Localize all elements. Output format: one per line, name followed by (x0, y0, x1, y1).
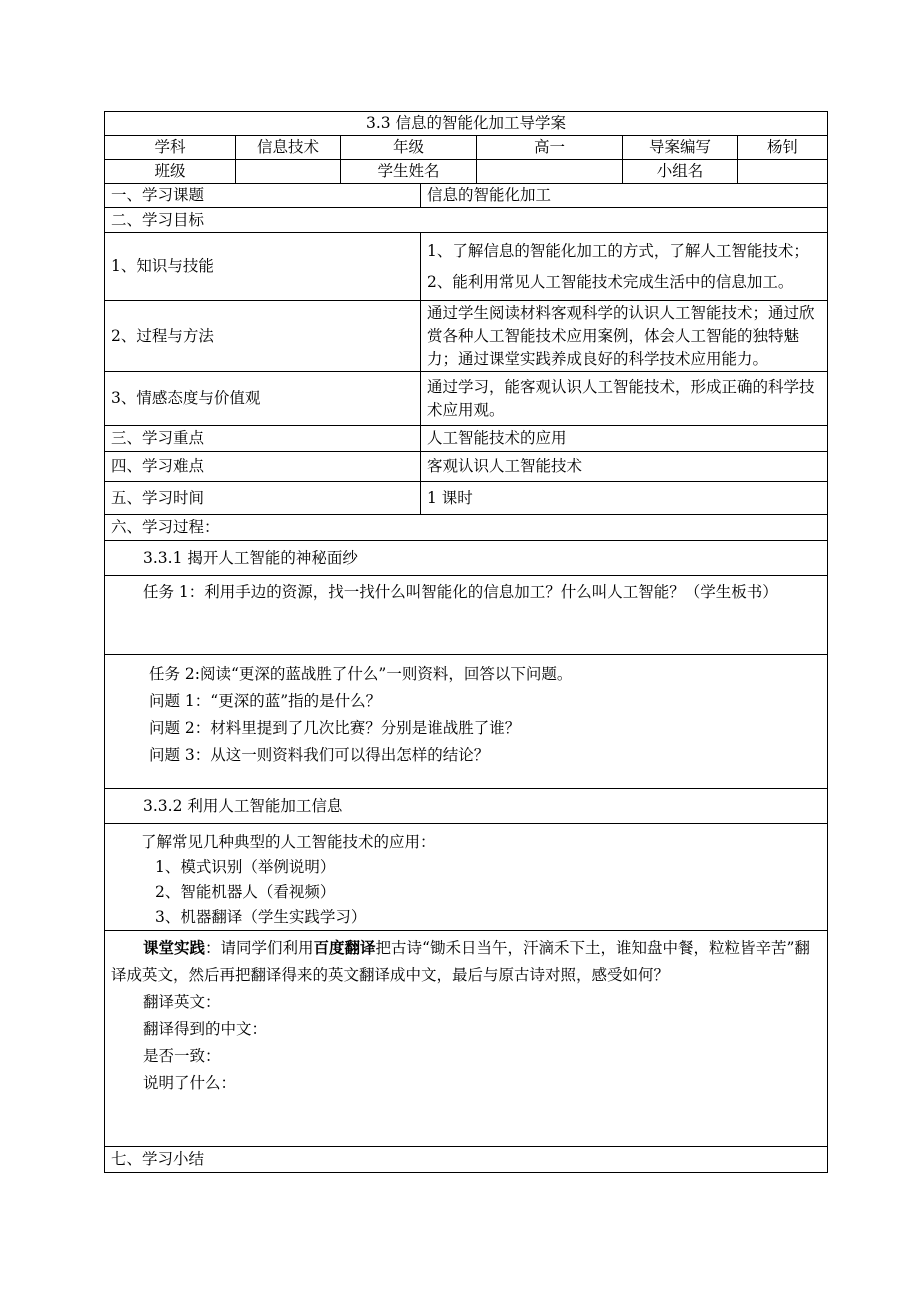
section-2-title: 3.3.2 利用人工智能加工信息 (105, 789, 828, 824)
process-method-value: 通过学生阅读材料客观科学的认识人工智能技术；通过欣赏各种人工智能技术应用案例，体会人工智能的独特魅力；通过课堂实践养成良好的科学技术应用能力。 (421, 301, 828, 372)
question-1: 问题 1：“更深的蓝”指的是什么？ (149, 692, 382, 710)
process-method-label: 2、过程与方法 (105, 301, 421, 372)
time-label: 五、学习时间 (105, 482, 421, 515)
key-point-label: 三、学习重点 (105, 426, 421, 452)
application-1: 1、模式识别（举例说明） (155, 858, 336, 876)
practice-tool: 百度翻译 (313, 938, 376, 957)
practice-label: 课堂实践 (143, 938, 206, 957)
knowledge-label: 1、知识与技能 (105, 233, 421, 301)
guide-document (104, 111, 827, 1173)
difficulty-label: 四、学习难点 (105, 452, 421, 482)
group-name-label: 小组名 (623, 160, 738, 184)
attitude-value: 通过学习，能客观认识人工智能技术，形成正确的科学技术应用观。 (421, 372, 828, 426)
fill-explain: 说明了什么： (143, 1074, 237, 1092)
topic-label: 一、学习课题 (105, 184, 421, 208)
author-label: 导案编写 (623, 136, 738, 160)
application-2: 2、智能机器人（看视频） (155, 883, 336, 901)
document-title: 3.3 信息的智能化加工导学案 (105, 112, 828, 136)
application-3: 3、机器翻译（学生实践学习） (155, 908, 367, 926)
practice-text-1: ：请同学们利用 (205, 939, 314, 957)
guide-table (104, 111, 828, 1173)
author-value: 杨钊 (738, 136, 828, 160)
knowledge-value (421, 233, 828, 301)
classroom-practice (105, 931, 828, 1147)
attitude-label: 3、情感态度与价值观 (105, 372, 421, 426)
student-name-value[interactable] (477, 160, 623, 184)
class-label: 班级 (105, 160, 236, 184)
question-3: 问题 3：从这一则资料我们可以得出怎样的结论？ (149, 746, 490, 764)
subject-label: 学科 (105, 136, 236, 160)
topic-value: 信息的智能化加工 (421, 184, 828, 208)
task-2 (105, 655, 828, 789)
process-label: 六、学习过程： (105, 515, 828, 541)
grade-label: 年级 (341, 136, 477, 160)
practice-text-2: 把古诗“锄禾日当午，汗滴禾下土，谁知盘中餐，粒粒皆辛苦”翻译成英文，然后再把翻译得来的英文翻译成中文，最后与原古诗对照，感受如何？ (111, 939, 810, 984)
section-1-title: 3.3.1 揭开人工智能的神秘面纱 (105, 541, 828, 576)
time-value: 1 课时 (421, 482, 828, 515)
student-name-label: 学生姓名 (341, 160, 477, 184)
class-value[interactable] (236, 160, 341, 184)
task-1-text: 任务 1：利用手边的资源，找一找什么叫智能化的信息加工？什么叫人工智能？（学生板书） (143, 583, 778, 601)
fill-english: 翻译英文： (143, 993, 221, 1011)
subject-value: 信息技术 (236, 136, 341, 160)
summary-label: 七、学习小结 (105, 1147, 828, 1173)
ai-applications (105, 824, 828, 931)
task-1 (105, 576, 828, 655)
difficulty-value: 客观认识人工智能技术 (421, 452, 828, 482)
group-name-value[interactable] (738, 160, 828, 184)
goals-label: 二、学习目标 (105, 208, 828, 233)
knowledge-item-2: 2、能利用常见人工智能技术完成生活中的信息加工。 (427, 272, 794, 291)
task-2-text: 任务 2:阅读“更深的蓝战胜了什么”一则资料，回答以下问题。 (149, 665, 573, 683)
fill-consistent: 是否一致： (143, 1047, 221, 1065)
fill-chinese: 翻译得到的中文： (143, 1020, 268, 1038)
practice-paragraph (111, 934, 821, 989)
question-2: 问题 2：材料里提到了几次比赛？分别是谁战胜了谁？ (149, 719, 521, 737)
applications-intro: 了解常见几种典型的人工智能技术的应用： (141, 833, 436, 851)
key-point-value: 人工智能技术的应用 (421, 426, 828, 452)
knowledge-item-1: 1、了解信息的智能化加工的方式，了解人工智能技术； (427, 241, 809, 260)
grade-value: 高一 (477, 136, 623, 160)
